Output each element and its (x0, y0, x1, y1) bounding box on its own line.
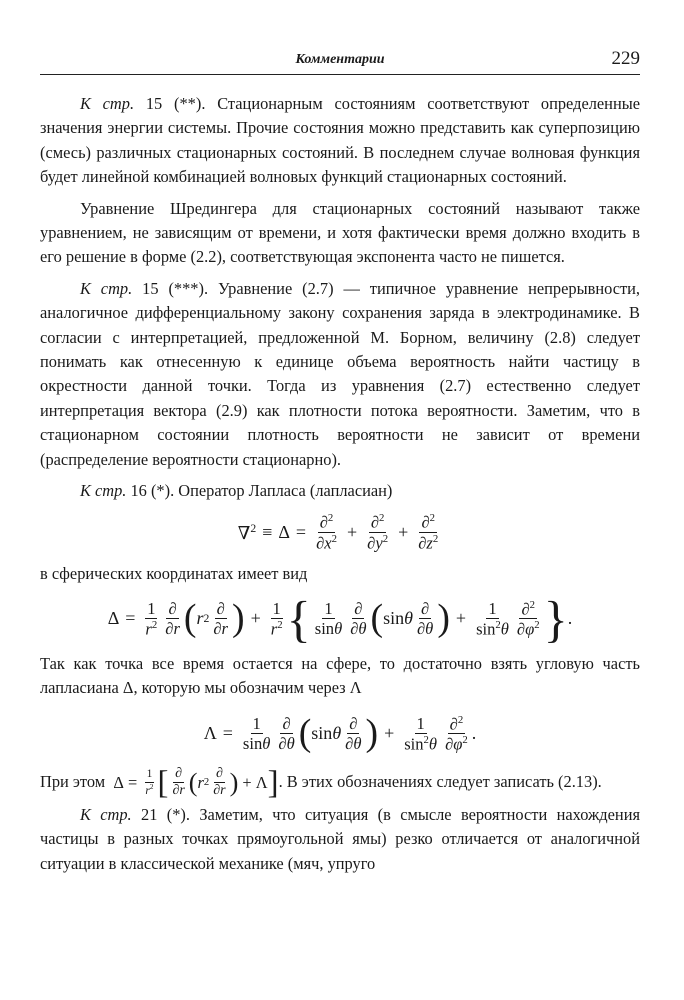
header-title: Комментарии (295, 52, 385, 67)
paragraph-text: 21 (*). Заметим, что ситуация (в смысле вероятности нахождения частицы в разных точках прямоугольной ямы) резко отличается от аналогичной ситуации в классической механике (мяч, упруго (40, 804, 641, 873)
page-reference: К стр. (80, 278, 133, 298)
page-number: 229 (611, 48, 640, 69)
paragraph-text: в сферических координатах имеет вид (40, 563, 308, 583)
paragraph-tail: . В этих обозначениях следует записать (2.13). (278, 771, 602, 791)
running-header (40, 48, 640, 75)
page-reference: К стр. (80, 481, 127, 501)
paragraph-spherical (40, 562, 640, 586)
equation-angular-laplacian: Λ = $\frac{1}{\sin\theta}$ $\frac{\partial}{\partial\theta}$ ( sin θ $\frac{\partial}{\partial\theta}$ ) + $\frac{1}{\sin^2\theta}$ $\frac{\partial^2}{\partial\varphi^2}$ . (203, 711, 477, 754)
equation-laplacian-cartesian: ∇$^2$ ≡ Δ = $\frac{\partial^2}{\partial x^2}$ + $\frac{\partial^2}{\partial y^2}$ + $\frac{\partial^2}{\partial z^2}$ (237, 512, 439, 553)
equation-laplacian-spherical: Δ = $\frac{1}{r^2}$ $\frac{\partial}{\partial r}$ ( r 2 $\frac{\partial}{\partial r}$ ) + $\frac{1}{r^2}$ { $\frac{1}{\sin\theta}$ $\frac{\partial}{\partial\theta}$ ( sin θ $\frac{\partial}{\partial\theta}$ ) + $\frac{1}{\sin^2\theta}$ $\frac{\partial^2}{\partial\varphi^2}$ } . (107, 590, 573, 647)
paragraph-text: 15 (***). Уравнение (2.7) — типичное уравнение непрерывности, аналогичное дифференциальному закону сохранения заряда в электродинамике. В согласии с интерпретацией, предложенной М. Борном, величину (2.8) следует понимать как отнесенную к единице объема вероятность найти частицу в окрестности данной точки. Тогда из уравнения (2.7) естественно следует интерпретация вектора (2.9) как плотности потока вероятности. Заметим, что в стационарном состоянии плотность вероятности не зависит от времени (распределение вероятности стационарно). (40, 278, 640, 469)
paragraph-text: 16 (*). Оператор Лапласа (лапласиан) (126, 481, 393, 501)
page-reference: К стр. (80, 94, 135, 113)
paragraph-angular-part (40, 652, 640, 701)
paragraph-text: Так как точка все время остается на сфере, то достаточно взять угловую часть лапласиана Δ, которую мы обозначим через Λ (40, 653, 640, 698)
inline-equation-delta: Δ = $\frac{1}{r^2}$ [ $\frac{\partial}{\partial r}$ ( r 2 $\frac{\partial}{\partial r}$ ) + Λ ] (109, 764, 279, 801)
page-body (40, 92, 640, 876)
paragraph-text: Уравнение Шредингера для стационарных состояний называют также уравнением, не зависящим от времени, и хотя фактически время должно входить в его решение в форме (2.2), соответствующая экспонента часто не пишется. (40, 198, 640, 267)
paragraph-schrodinger (40, 197, 640, 270)
paragraph-lead: При этом (40, 771, 106, 791)
paragraph-comment-21 (40, 803, 640, 876)
paragraph-comment-15-3 (40, 277, 640, 472)
paragraph-text: 15 (**). Стационарным состояниям соответствуют определенные значения энергии системы. Прочие состояния можно представить как суперпозицию (смесь) различных стационарных состояний. В последнем случае волновая функция будет линейной комбинацией волновых функций стационарных состояний. (40, 94, 641, 187)
paragraph-comment-15-2 (40, 92, 640, 190)
paragraph-delta-relation (40, 764, 640, 801)
paragraph-comment-16 (40, 479, 640, 503)
page-reference: К стр. (80, 804, 132, 824)
